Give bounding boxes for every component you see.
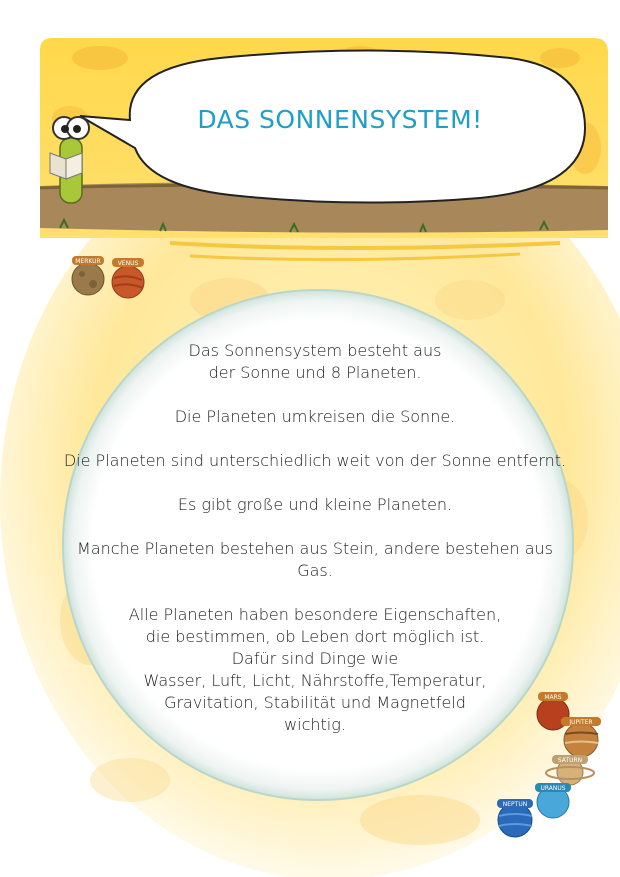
- paragraph-size: [60, 494, 570, 516]
- planet-label: URANUS: [540, 785, 566, 792]
- paragraph-orbit: [60, 406, 570, 428]
- planet-label: NEPTUN: [502, 801, 528, 808]
- text-line: die bestimmen, ob Leben dort möglich ist.: [145, 627, 485, 646]
- text-line: Das Sonnensystem besteht aus: [188, 341, 442, 360]
- text-line: Alle Planeten haben besondere Eigenschaften,: [128, 605, 502, 624]
- text-line: Die Planeten sind unterschiedlich weit von der Sonne entfernt.: [63, 451, 567, 470]
- planet-saturn: [546, 755, 594, 785]
- planet-label: SATURN: [557, 757, 583, 764]
- planet-neptun: [497, 799, 533, 837]
- paragraph-properties: [60, 604, 570, 736]
- text-line: Gravitation, Stabilität und Magnetfeld: [164, 693, 466, 712]
- text-line: Dafür sind Dinge wie: [231, 649, 399, 668]
- planet-label: MARS: [544, 694, 562, 701]
- text-line: Es gibt große und kleine Planeten.: [177, 495, 453, 514]
- paragraph-distance: [60, 450, 570, 472]
- planet-merkur: [72, 256, 104, 295]
- planet-label: JUPITER: [569, 719, 593, 726]
- text-line: Manche Planeten bestehen aus Stein, andere bestehen aus Gas.: [77, 539, 553, 580]
- planet-label: VENUS: [117, 260, 139, 267]
- text-line: der Sonne und 8 Planeten.: [208, 363, 422, 382]
- text-line: Wasser, Luft, Licht, Nährstoffe,Temperatur,: [143, 671, 487, 690]
- planet-label: MERKUR: [75, 258, 101, 265]
- body-text: [60, 340, 570, 736]
- text-line: wichtig.: [284, 715, 346, 734]
- inner-planets: [66, 252, 156, 304]
- planet-uranus: [535, 783, 571, 818]
- text-line: Die Planeten umkreisen die Sonne.: [174, 407, 456, 426]
- paragraph-composition: [60, 538, 570, 582]
- paragraph-intro: [60, 340, 570, 384]
- planet-venus: [112, 258, 144, 298]
- page-title: DAS SONNENSYSTEM!: [197, 105, 483, 134]
- header-banner: [40, 38, 608, 273]
